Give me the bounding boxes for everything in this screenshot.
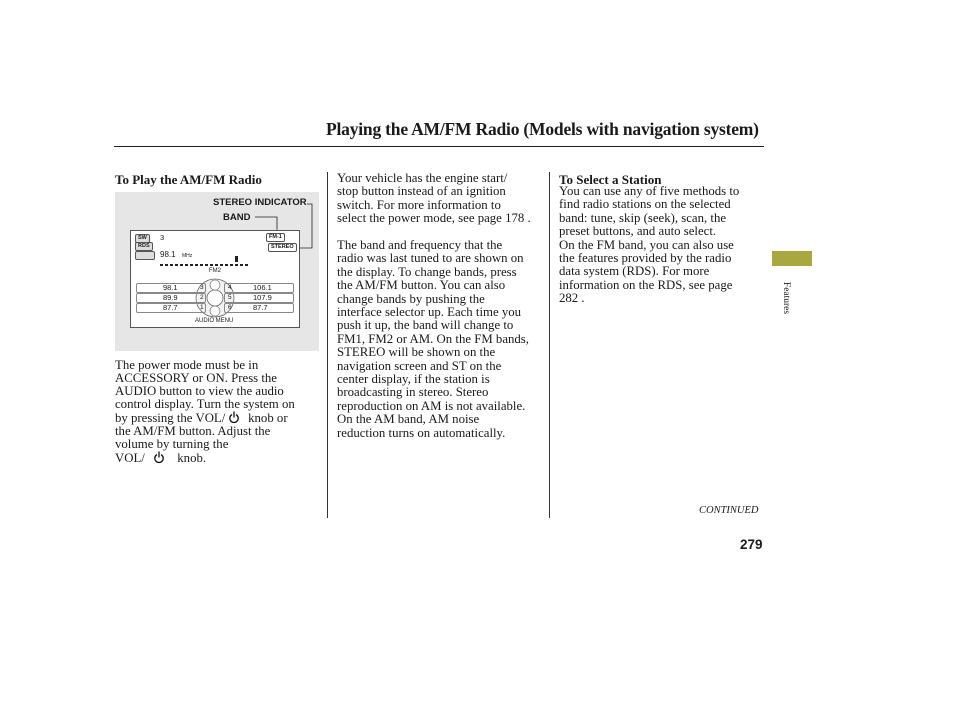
paragraph-segment: VOL/ [115,451,145,465]
paragraph-line: interface selector up. Each time you [337,305,522,320]
paragraph-line: the features provided by the radio [559,251,732,266]
paragraph-segment: knob or [248,411,288,425]
title-rule [114,146,764,147]
paragraph-line: reproduction on AM is not available. [337,398,526,413]
paragraph-line: stop button instead of an ignition [337,184,506,199]
power-icon [229,411,239,424]
paragraph-line: ACCESSORY or ON. Press the [115,371,277,385]
paragraph-line: information on the RDS, see page [559,277,733,292]
section-tab-label: Features [781,281,791,315]
preset-number: 4 [228,284,232,291]
section-heading-play-radio: To Play the AM/FM Radio [115,172,262,187]
section-tab [772,251,812,266]
paragraph-line: select the power mode, see page 178 . [337,211,531,226]
paragraph-segment: knob. [177,451,207,465]
paragraph-line: control display. Turn the system on [115,397,295,411]
continued-label: CONTINUED [699,505,759,516]
paragraph-line: push it up, the band will change to [337,318,514,333]
column-2-para-1 [337,172,531,226]
column-divider-1 [327,172,328,518]
paragraph-line: You can use any of five methods to [559,184,740,198]
screen-frequency: 98.1 [160,250,176,259]
paragraph-line: broadcasting in stereo. Stereo [337,385,489,400]
preset-number: 3 [200,284,204,291]
column-divider-2 [549,172,550,518]
screen-freq-unit: MHz [182,253,193,259]
paragraph-segment: by pressing the VOL/ [115,411,226,425]
audio-menu-label[interactable]: AUDIO MENU [195,318,234,324]
paragraph-line: switch. For more information to [337,197,501,212]
band-tag: FM-1 [266,233,285,242]
paragraph-line: preset buttons, and auto select. [559,224,717,239]
paragraph-line: On the FM band, you can also use [559,237,734,252]
paragraph-line: volume by turning the [115,437,229,451]
paragraph-line: The band and frequency that the [337,238,503,252]
paragraph-line: 282 . [559,291,585,306]
preset-number: 1 [200,304,204,311]
paragraph-line: find radio stations on the selected [559,197,731,212]
page-title: Playing the AM/FM Radio (Models with navigation system) [326,119,759,139]
section-heading-select-station: To Select a Station [559,172,662,187]
column-2-para-2 [337,239,529,440]
paragraph-line [115,451,206,465]
preset-freq: 107.9 [253,293,272,302]
stereo-tag: STEREO [268,243,297,252]
rds-tag: RDS [135,242,153,251]
paragraph-line: the AM/FM button. You can also [337,278,506,293]
preset-number: 6 [228,304,232,311]
page-number: 279 [740,537,763,552]
callout-stereo-indicator: STEREO INDICATOR [213,197,307,208]
preset-freq: 87.7 [253,303,268,312]
paragraph-line: The power mode must be in [115,358,259,372]
paragraph-line: reduction turns on automatically. [337,425,506,440]
paragraph-line: the display. To change bands, press [337,264,517,279]
paragraph-line: center display, if the station is [337,372,490,387]
paragraph-line: On the AM band, AM noise [337,412,480,427]
paragraph-line: navigation screen and ST on the [337,358,502,373]
callout-band: BAND [223,212,251,223]
paragraph-line: change bands by pushing the [337,291,485,306]
preset-freq: 106.1 [253,283,272,292]
preset-freq: 98.1 [163,283,178,292]
screen-preset-indicator: 3 [160,233,165,242]
paragraph-line: band: tune, skip (seek), scan, the [559,210,727,225]
preset-freq: 89.9 [163,293,178,302]
paragraph-line: the AM/FM button. Adjust the [115,424,271,438]
paragraph-line: AUDIO button to view the audio [115,384,284,398]
screen-mode-label: FM2 [209,268,221,274]
paragraph-line: FM1, FM2 or AM. On the FM bands, [337,331,529,346]
power-icon [154,451,164,464]
column-3-text [559,185,739,306]
sw-tag: SW [135,234,150,243]
paragraph-line: data system (RDS). For more [559,264,710,279]
preset-number: 2 [200,294,204,301]
paragraph-line: radio was last tuned to are shown on [337,251,524,266]
preset-number: 5 [228,294,232,301]
paragraph-line: Your vehicle has the engine start/ [337,171,508,185]
preset-freq: 87.7 [163,303,178,312]
paragraph-line: STEREO will be shown on the [337,345,496,360]
